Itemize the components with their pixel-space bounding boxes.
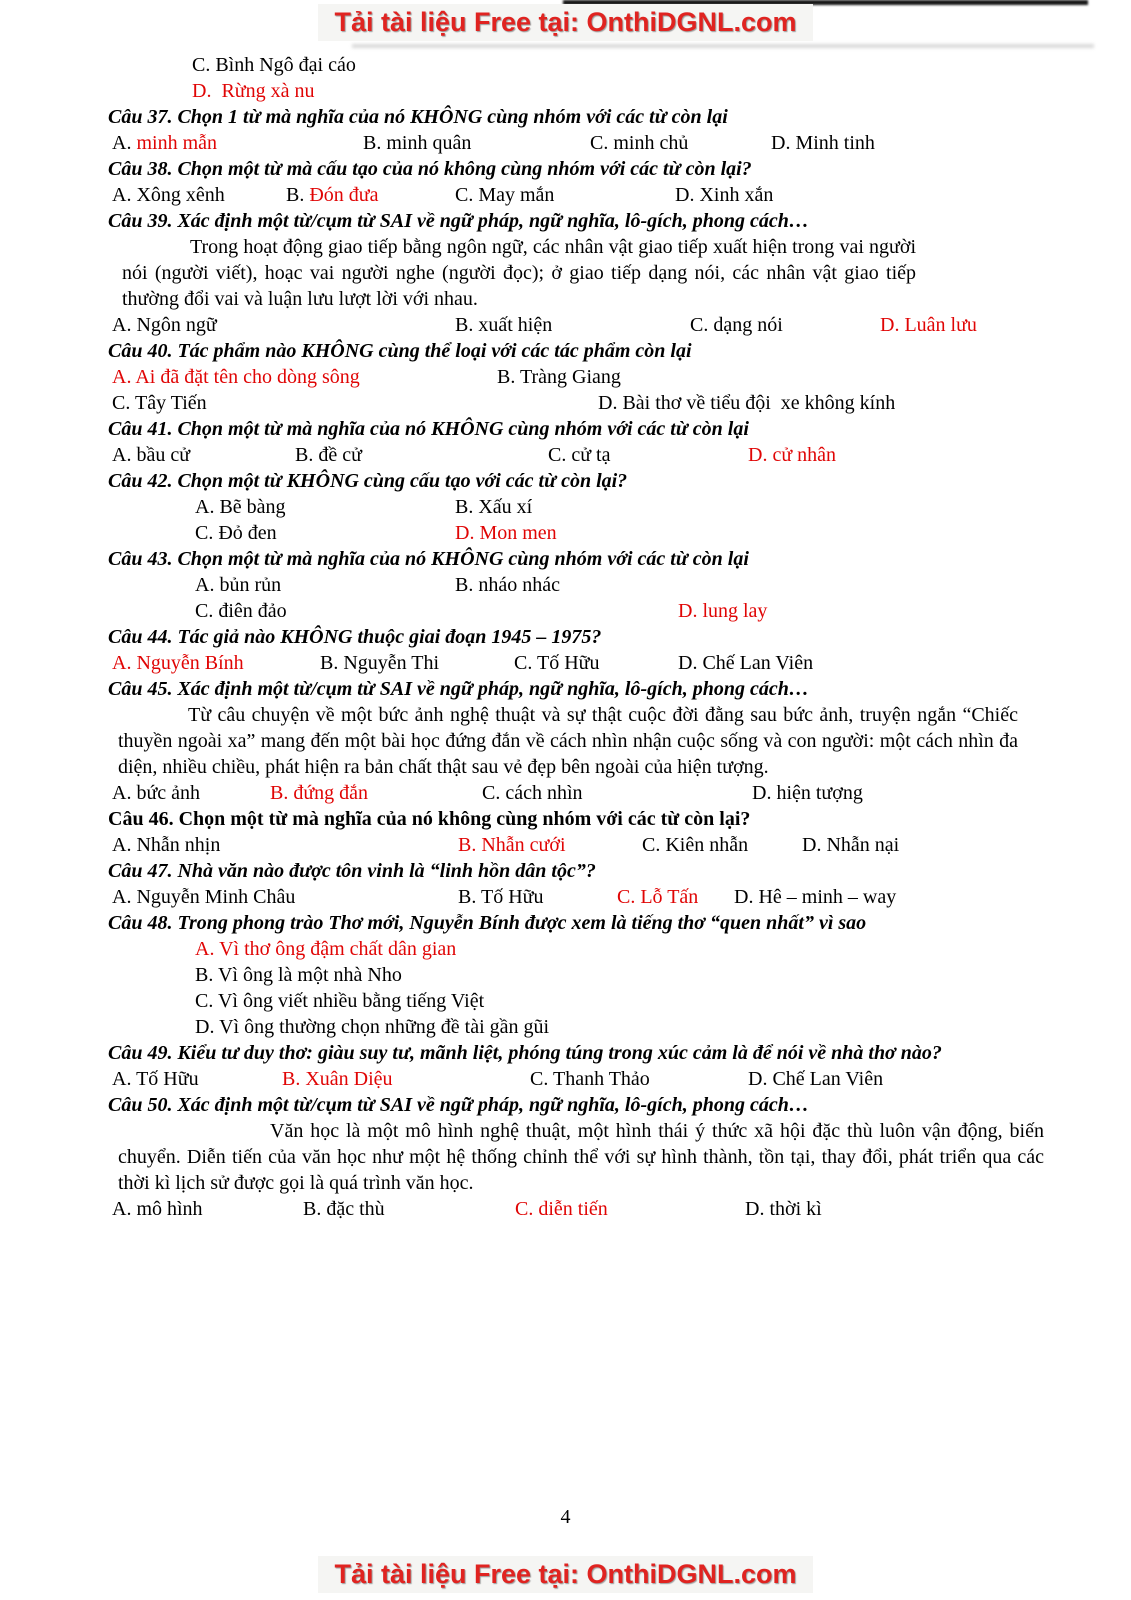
- question-47-option-d: D. Hê – minh – way: [734, 886, 897, 908]
- question-45-option-c: C. cách nhìn: [482, 782, 583, 804]
- question-47-heading: Câu 47. Nhà văn nào được tôn vinh là “linh hồn dân tộc”?: [108, 860, 596, 882]
- question-39-passage: Trong hoạt động giao tiếp bằng ngôn ngữ, các nhân vật giao tiếp xuất hiện trong vai người nói (người viết), hoạc vai người nghe (người đọc); ở giao tiếp dạng nói, các nhân vật giao tiếp thường đổi vai và luận lưu lượt lời với nhau.: [122, 236, 916, 310]
- question-46-heading: Câu 46. Chọn một từ mà nghĩa của nó không cùng nhóm với các từ còn lại?: [108, 808, 751, 830]
- question-48-heading: Câu 48. Trong phong trào Thơ mới, Nguyễn Bính được xem là tiếng thơ “quen nhất” vì sao: [108, 912, 867, 934]
- question-37-option-a: [112, 130, 217, 156]
- scan-artifact-banner-shadow: [352, 44, 1094, 48]
- page-number: 4: [560, 1506, 571, 1528]
- question-43-option-d: D. lung lay: [678, 600, 768, 622]
- question-47-options: [0, 884, 1131, 910]
- question-38-option-b-text: Đón đưa: [304, 184, 379, 206]
- question-45-option-a: A. bức ảnh: [112, 782, 201, 804]
- question-37: [0, 104, 1131, 156]
- question-46-option-d: D. Nhẫn nại: [802, 834, 900, 856]
- question-50-passage: Văn học là một mô hình nghệ thuật, một hình thái ý thức xã hội đặc thù luôn vận động, biến chuyển. Diễn tiến của văn học như một hệ thống chỉnh thể với sự hình thành, tồn tại, thay đổi, phát triển qua các thời kì lịch sử được gọi là quá trình văn học.: [118, 1120, 1044, 1194]
- question-37-option-a-text: minh mẫn: [131, 132, 217, 154]
- question-38-heading: Câu 38. Chọn một từ mà cấu tạo của nó không cùng nhóm với các từ còn lại?: [108, 158, 752, 180]
- question-40-options-row1: [0, 364, 1131, 390]
- question-42-option-d: D. Mon men: [455, 522, 557, 544]
- question-41-option-b: B. đề cử: [295, 444, 362, 466]
- question-43-heading: Câu 43. Chọn một từ mà nghĩa của nó KHÔNG cùng nhóm với các từ còn lại: [108, 548, 749, 570]
- question-50-options: [0, 1196, 1131, 1222]
- question-49: [0, 1040, 1131, 1092]
- question-42-options-row2: [0, 520, 1131, 546]
- carryover-option-d: [0, 78, 1131, 104]
- question-41-option-d: D. cử nhân: [748, 444, 837, 466]
- question-39-option-c: C. dạng nói: [690, 314, 783, 336]
- question-47-option-b: B. Tố Hữu: [458, 886, 544, 908]
- question-43-option-a: A. bủn rủn: [195, 574, 282, 596]
- question-45: [0, 676, 1131, 806]
- question-49-heading: Câu 49. Kiểu tư duy thơ: giàu suy tư, mãnh liệt, phóng túng trong xúc cảm là để nói về nhà thơ nào?: [108, 1042, 942, 1064]
- question-48-option-d: D. Vì ông thường chọn những đề tài gần gũi: [195, 1016, 550, 1038]
- question-48-option-c-row: [0, 988, 1131, 1014]
- question-47-option-c: C. Lỗ Tấn: [617, 886, 699, 908]
- question-40-options-row2: [0, 390, 1131, 416]
- question-42-option-a: A. Bẽ bàng: [195, 496, 286, 518]
- question-39-options: [0, 312, 1131, 338]
- question-44-option-b: B. Nguyễn Thi: [320, 652, 440, 674]
- question-48: [0, 910, 1131, 1040]
- question-40: [0, 338, 1131, 416]
- carryover-option-c-text: C. Bình Ngô đại cáo: [192, 54, 356, 76]
- question-42: [0, 468, 1131, 546]
- question-44-heading: Câu 44. Tác giả nào KHÔNG thuộc giai đoạn 1945 – 1975?: [108, 626, 602, 648]
- question-37-heading: Câu 37. Chọn 1 từ mà nghĩa của nó KHÔNG cùng nhóm với các từ còn lại: [108, 106, 728, 128]
- exam-content: [0, 52, 1131, 1222]
- question-48-option-b-row: [0, 962, 1131, 988]
- question-41-option-a: A. bầu cử: [112, 444, 191, 466]
- question-48-option-b: B. Vì ông là một nhà Nho: [195, 964, 402, 986]
- question-46-option-c: C. Kiên nhẫn: [642, 834, 749, 856]
- question-49-option-b: B. Xuân Diệu: [282, 1068, 393, 1090]
- question-47: [0, 858, 1131, 910]
- header-banner-text: Tải tài liệu Free tại: OnthiDGNL.com: [318, 4, 812, 41]
- question-50: [0, 1092, 1131, 1222]
- question-39-option-d: D. Luân lưu: [880, 314, 977, 336]
- question-45-option-b: B. đứng đắn: [270, 782, 369, 804]
- question-47-option-a: A. Nguyễn Minh Châu: [112, 886, 296, 908]
- question-42-option-c: C. Đỏ đen: [195, 522, 277, 544]
- header-banner: [0, 4, 1131, 41]
- question-44-options: [0, 650, 1131, 676]
- question-46-options: [0, 832, 1131, 858]
- question-43-options-row2: [0, 598, 1131, 624]
- question-38-option-b: [286, 182, 379, 208]
- question-40-option-b: B. Tràng Giang: [497, 366, 621, 388]
- question-48-option-a: A. Vì thơ ông đậm chất dân gian: [195, 938, 457, 960]
- question-45-option-d: D. hiện tượng: [752, 782, 863, 804]
- question-41-option-c: C. cử tạ: [548, 444, 611, 466]
- question-38-option-c: C. May mắn: [455, 184, 555, 206]
- footer-banner: [0, 1556, 1131, 1593]
- carryover-option-d-text: D. Rừng xà nu: [192, 80, 315, 102]
- question-50-option-c: C. diễn tiến: [515, 1198, 608, 1220]
- question-48-option-a-row: [0, 936, 1131, 962]
- question-46-option-b: B. Nhẫn cưới: [458, 834, 566, 856]
- question-40-option-d: D. Bài thơ về tiểu đội xe không kính: [598, 392, 896, 414]
- question-40-option-c: C. Tây Tiến: [112, 392, 207, 414]
- question-46-option-a: A. Nhẫn nhịn: [112, 834, 221, 856]
- question-45-options: [0, 780, 1131, 806]
- question-44-option-a: A. Nguyễn Bính: [112, 652, 244, 674]
- carryover-option-c: [0, 52, 1131, 78]
- question-50-option-d: D. thời kì: [745, 1198, 822, 1220]
- question-49-option-d: D. Chế Lan Viên: [748, 1068, 884, 1090]
- question-39-option-a: A. Ngôn ngữ: [112, 314, 217, 336]
- question-38-option-b-letter: B.: [286, 184, 305, 206]
- question-38-option-d: D. Xinh xắn: [675, 184, 774, 206]
- question-41: [0, 416, 1131, 468]
- question-43-option-b: B. nháo nhác: [455, 574, 560, 596]
- question-38-option-a: A. Xông xênh: [112, 184, 225, 206]
- question-45-heading: Câu 45. Xác định một từ/cụm từ SAI về ngữ pháp, ngữ nghĩa, lô-gích, phong cách…: [108, 678, 809, 700]
- question-44: [0, 624, 1131, 676]
- question-49-option-a: A. Tố Hữu: [112, 1068, 199, 1090]
- question-37-option-c: C. minh chủ: [590, 132, 689, 154]
- question-50-option-b: B. đặc thù: [303, 1198, 385, 1220]
- question-42-option-b: B. Xấu xí: [455, 496, 533, 518]
- question-45-passage: Từ câu chuyện về một bức ảnh nghệ thuật và sự thật cuộc đời đằng sau bức ảnh, truyện ngắn “Chiếc thuyền ngoài xa” mang đến một bài học đứng đắn về cách nhìn nhận cuộc sống và con người: một cách nhìn đa diện, nhiều chiều, phát hiện ra bản chất thật sau vẻ đẹp bên ngoài của hiện tượng.: [118, 704, 1018, 778]
- question-44-option-c: C. Tố Hữu: [514, 652, 600, 674]
- question-50-option-a: A. mô hình: [112, 1198, 203, 1220]
- question-39: [0, 208, 1131, 338]
- question-41-heading: Câu 41. Chọn một từ mà nghĩa của nó KHÔNG cùng nhóm với các từ còn lại: [108, 418, 749, 440]
- footer-banner-text: Tải tài liệu Free tại: OnthiDGNL.com: [318, 1556, 812, 1593]
- question-46: [0, 806, 1131, 858]
- question-44-option-d: D. Chế Lan Viên: [678, 652, 814, 674]
- question-39-heading: Câu 39. Xác định một từ/cụm từ SAI về ngữ pháp, ngữ nghĩa, lô-gích, phong cách…: [108, 210, 809, 232]
- question-43-option-c: C. điên đảo: [195, 600, 287, 622]
- question-38-options: [0, 182, 1131, 208]
- question-48-option-d-row: [0, 1014, 1131, 1040]
- question-39-option-b: B. xuất hiện: [455, 314, 553, 336]
- question-43: [0, 546, 1131, 624]
- question-37-option-d: D. Minh tinh: [771, 132, 875, 154]
- question-49-options: [0, 1066, 1131, 1092]
- question-43-options-row1: [0, 572, 1131, 598]
- question-48-option-c: C. Vì ông viết nhiều bằng tiếng Việt: [195, 990, 485, 1012]
- question-50-heading: Câu 50. Xác định một từ/cụm từ SAI về ngữ pháp, ngữ nghĩa, lô-gích, phong cách…: [108, 1094, 809, 1116]
- question-38: [0, 156, 1131, 208]
- question-37-option-a-letter: A.: [112, 132, 132, 154]
- question-37-options: [0, 130, 1131, 156]
- question-37-option-b: B. minh quân: [363, 132, 472, 154]
- question-42-heading: Câu 42. Chọn một từ KHÔNG cùng cấu tạo với các từ còn lại?: [108, 470, 628, 492]
- question-40-heading: Câu 40. Tác phẩm nào KHÔNG cùng thể loại với các tác phẩm còn lại: [108, 340, 692, 362]
- question-41-options: [0, 442, 1131, 468]
- question-49-option-c: C. Thanh Thảo: [530, 1068, 650, 1090]
- question-40-option-a: A. Ai đã đặt tên cho dòng sông: [112, 366, 360, 388]
- question-42-options-row1: [0, 494, 1131, 520]
